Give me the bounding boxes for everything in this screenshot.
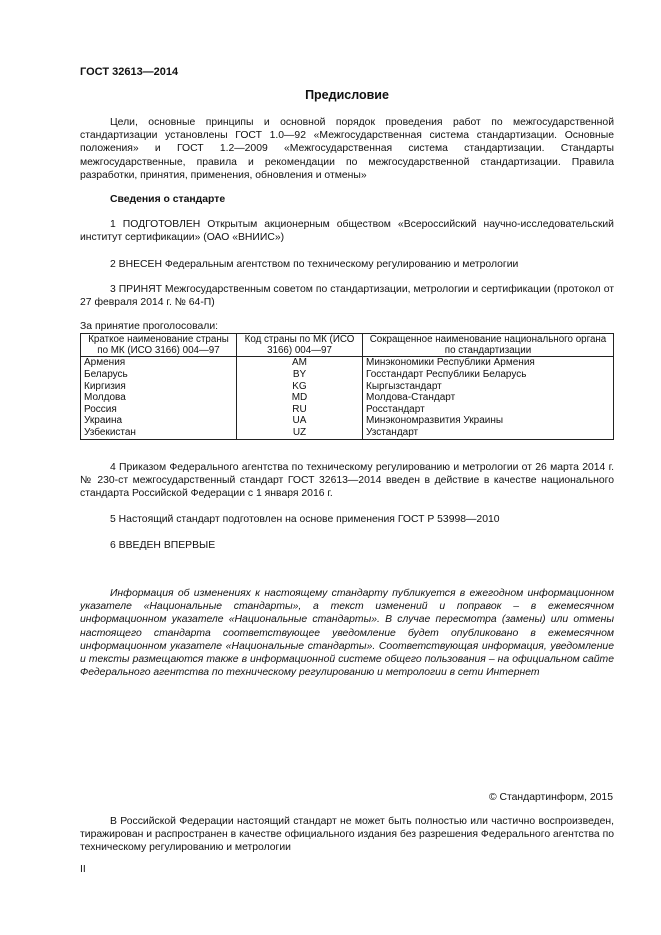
table-row xyxy=(81,415,614,427)
table-row xyxy=(81,381,614,393)
code-cell: AM xyxy=(237,357,363,369)
item-5-paragraph: 5 Настоящий стандарт подготовлен на основе применения ГОСТ Р 53998—2010 xyxy=(110,514,500,525)
item-4-paragraph: 4 Приказом Федерального агентства по техническому регулированию и метрологии от 26 марта 2014 г. № 230-ст межгосударственный стандарт ГОСТ 32613—2014 введен в действие в качестве национального стандарта Российской Федерации с 1 января 2016 г. xyxy=(80,462,614,500)
table-row xyxy=(81,392,614,404)
code-cell: KG xyxy=(237,381,363,393)
item-1-paragraph: 1 ПОДГОТОВЛЕН Открытым акционерным обществом «Всероссийский научно-исследовательский институт сертификации» (ОАО «ВНИИС») xyxy=(80,219,614,244)
country-cell: Молдова xyxy=(81,392,237,404)
body-cell: Узстандарт xyxy=(363,427,614,439)
item-2-paragraph: 2 ВНЕСЕН Федеральным агентством по техническому регулированию и метрологии xyxy=(110,259,519,270)
body-cell: Росстандарт xyxy=(363,404,614,416)
copyright: © Стандартинформ, 2015 xyxy=(488,792,613,803)
country-cell: Узбекистан xyxy=(81,427,237,439)
page-number: II xyxy=(80,864,86,875)
page-title: Предисловие xyxy=(305,88,389,102)
code-cell: UA xyxy=(237,415,363,427)
countries-table xyxy=(80,333,614,440)
item-3-paragraph: 3 ПРИНЯТ Межгосударственным советом по стандартизации, метрологии и сертификации (протокол от 27 февраля 2014 г. № 64-П) xyxy=(80,284,614,309)
body-cell: Минэкономразвития Украины xyxy=(363,415,614,427)
info-note: Информация об изменениях к настоящему стандарту публикуется в ежегодном информационном указателе «Национальные стандарты», а текст изменений и поправок – в ежемесячном информационном указателе «Национальные стандарты». В случае пересмотра (замены) или отмены настоящего стандарта соответствующее уведомление будет опубликовано в ежемесячном информационном указателе «Национальные стандарты». Соответствующая информация, уведомление и тексты размещаются также в информационной системе общего пользования – на официальном сайте Федерального агентства по техническому регулированию и метрологии в сети Интернет xyxy=(80,588,614,679)
body-cell: Молдова-Стандарт xyxy=(363,392,614,404)
code-cell: MD xyxy=(237,392,363,404)
table-row xyxy=(81,427,614,439)
table-row xyxy=(81,404,614,416)
section-heading: Сведения о стандарте xyxy=(110,194,226,205)
code-cell: UZ xyxy=(237,427,363,439)
header-country: Краткое наименование страны по МК (ИСО 3166) 004—97 xyxy=(81,334,237,357)
table-row xyxy=(81,369,614,381)
country-cell: Киргизия xyxy=(81,381,237,393)
country-cell: Украина xyxy=(81,415,237,427)
vote-caption: За принятие проголосовали: xyxy=(80,321,219,332)
country-cell: Беларусь xyxy=(81,369,237,381)
body-cell: Минэкономики Республики Армения xyxy=(363,357,614,369)
code-cell: RU xyxy=(237,404,363,416)
country-cell: Россия xyxy=(81,404,237,416)
legal-notice: В Российской Федерации настоящий стандарт не может быть полностью или частично воспроизведен, тиражирован и распространен в качестве официального издания без разрешения Федерального агентства по техническому регулированию и метрологии xyxy=(80,816,614,854)
body-cell: Госстандарт Республики Беларусь xyxy=(363,369,614,381)
intro-paragraph: Цели, основные принципы и основной порядок проведения работ по межгосударственной стандартизации установлены ГОСТ 1.0—92 «Межгосударственная система стандартизации. Основные положения» и ГОСТ 1.2—2009 «Межгосударственная система стандартизации. Стандарты межгосударственные, правила и рекомендации по межгосударственной стандартизации. Правила разработки, принятия, применения, обновления и отмены» xyxy=(80,117,614,181)
header-code: Код страны по МК (ИСО 3166) 004—97 xyxy=(237,334,363,357)
body-cell: Кыргызстандарт xyxy=(363,381,614,393)
item-6-paragraph: 6 ВВЕДЕН ВПЕРВЫЕ xyxy=(110,540,216,551)
header-body: Сокращенное наименование национального органа по стандартизации xyxy=(363,334,614,357)
table-header-row xyxy=(81,334,614,357)
code-cell: BY xyxy=(237,369,363,381)
document-code: ГОСТ 32613—2014 xyxy=(80,66,179,78)
country-cell: Армения xyxy=(81,357,237,369)
table-row xyxy=(81,357,614,369)
